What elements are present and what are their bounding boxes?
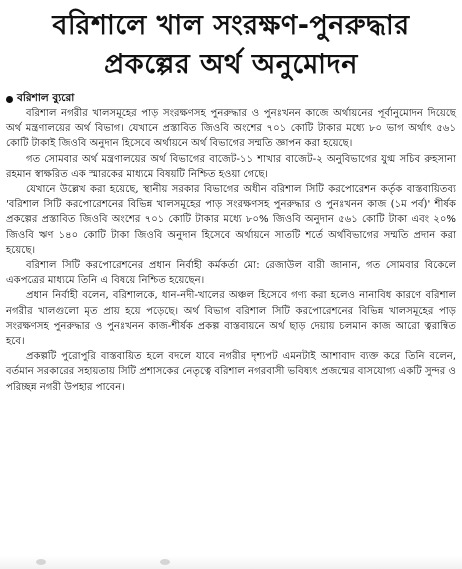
article-paragraph: প্রকল্পটি পুরোপুরি বাস্তবায়িত হলে বদলে যাবে নগরীর দৃশ্যপট এমনটাই আশাবাদ ব্যক্ত করে তিনি বলেন, বর্তমান সরকারের সহায়তায় সিটি প্রশাসকের নেতৃত্বে বরিশাল নগরবাসী ভবিষ্যৎ প্রজন্মের বাসযোগ্য একটি সুন্দর ও পরিচ্ছন্ন নগরী উপহার পাবেন। xyxy=(6,351,456,393)
article-paragraph: গত সোমবার অর্থ মন্ত্রণালয়ের অর্থ বিভাগের বাজেট-১১ শাখার বাজেট-২ অনুবিভাগের যুগ্ম সচিব রুহসানা রহমান স্বাক্ষরিত এক স্মারকের মাধ্যমে বিষয়টি নিশ্চিত হওয়া গেছে। xyxy=(6,153,456,180)
article-paragraph: বরিশাল নগরীর খালসমূহের পাড় সংরক্ষণসহ পুনরুদ্ধার ও পুনঃখনন কাজে অর্থায়নের পূর্বানুমোদন দিয়েছে অর্থ মন্ত্রণালয়ের অর্থ বিভাগ। যেখানে প্রস্তাবিত জিওবি অংশের ৭০১ কোটি টাকার মধ্যে ৮০ ভাগ অর্থাৎ ৫৬১ কোটি টাকাই জিওবি অনুদান হিসেবে অর্থায়নে অর্থ বিভাগের সম্মতি জ্ঞাপন করা হয়েছে। xyxy=(6,108,456,150)
article-paragraph: যেখানে উল্লেখ করা হয়েছে, স্থানীয় সরকার বিভাগের অধীন বরিশাল সিটি করপোরেশন কর্তৃক বাস্তবায়িতব্য 'বরিশাল সিটি করপোরেশনের বিভিন্ন খালসমূহের পাড় সংরক্ষণসহ পুনরুদ্ধার ও পুনঃখনন কাজ (১ম পর্ব)' শীর্ষক প্রকল্পের প্রস্তাবিত জিওবি অংশের ৭০১ কোটি টাকার মধ্যে ৮০% জিওবি অনুদান ৫৬১ কোটি টাকা এবং ২০% জিওবি ঋণ ১৪০ কোটি টাকা জিওবি অনুদান হিসেবে অর্থায়নে সাতটি শর্তে অর্থবিভাগের সম্মতি প্রদান করা হয়েছে। xyxy=(6,184,456,256)
page-bottom-edge xyxy=(0,556,462,569)
article-paragraph: বরিশাল সিটি করপোরেশনের প্রধান নির্বাহী কর্মকর্তা মো: রেজাউল বারী জানান, গত সোমবার বিকেলে একপত্রের মাধ্যমে তিনি এ বিষয়ে নিশ্চিত হয়েছেন। xyxy=(6,260,456,287)
next-column-fragment xyxy=(160,559,170,565)
article-paragraph: প্রধান নির্বাহী বলেন, বরিশালকে, ধান-নদী-খালের অঞ্চল হিসেবে গণ্য করা হলেও নানাবিধ কারণে বরিশাল নগরীর খালগুলো মৃত প্রায় হয়ে পড়েছে। অর্থ বিভাগ বরিশাল সিটি করপোরেশনের বিভিন্ন খালসমূহের পাড় সংরক্ষণসহ পুনরুদ্ধার ও পুনঃখনন কাজ-শীর্ষক প্রকল্প বাস্তবায়নে অর্থ ছাড় দেয়ায় চলমান কাজ আরো ত্বরান্বিত হবে। xyxy=(6,290,456,348)
byline xyxy=(6,92,74,106)
byline-label: বরিশাল ব্যুরো xyxy=(17,91,75,104)
bullet-icon xyxy=(6,96,13,103)
next-column-fragment xyxy=(36,559,46,565)
article-headline: বরিশালে খাল সংরক্ষণ-পুনরুদ্ধার প্রকল্পের অর্থ অনুমোদন xyxy=(52,10,410,80)
article-body xyxy=(6,106,456,395)
